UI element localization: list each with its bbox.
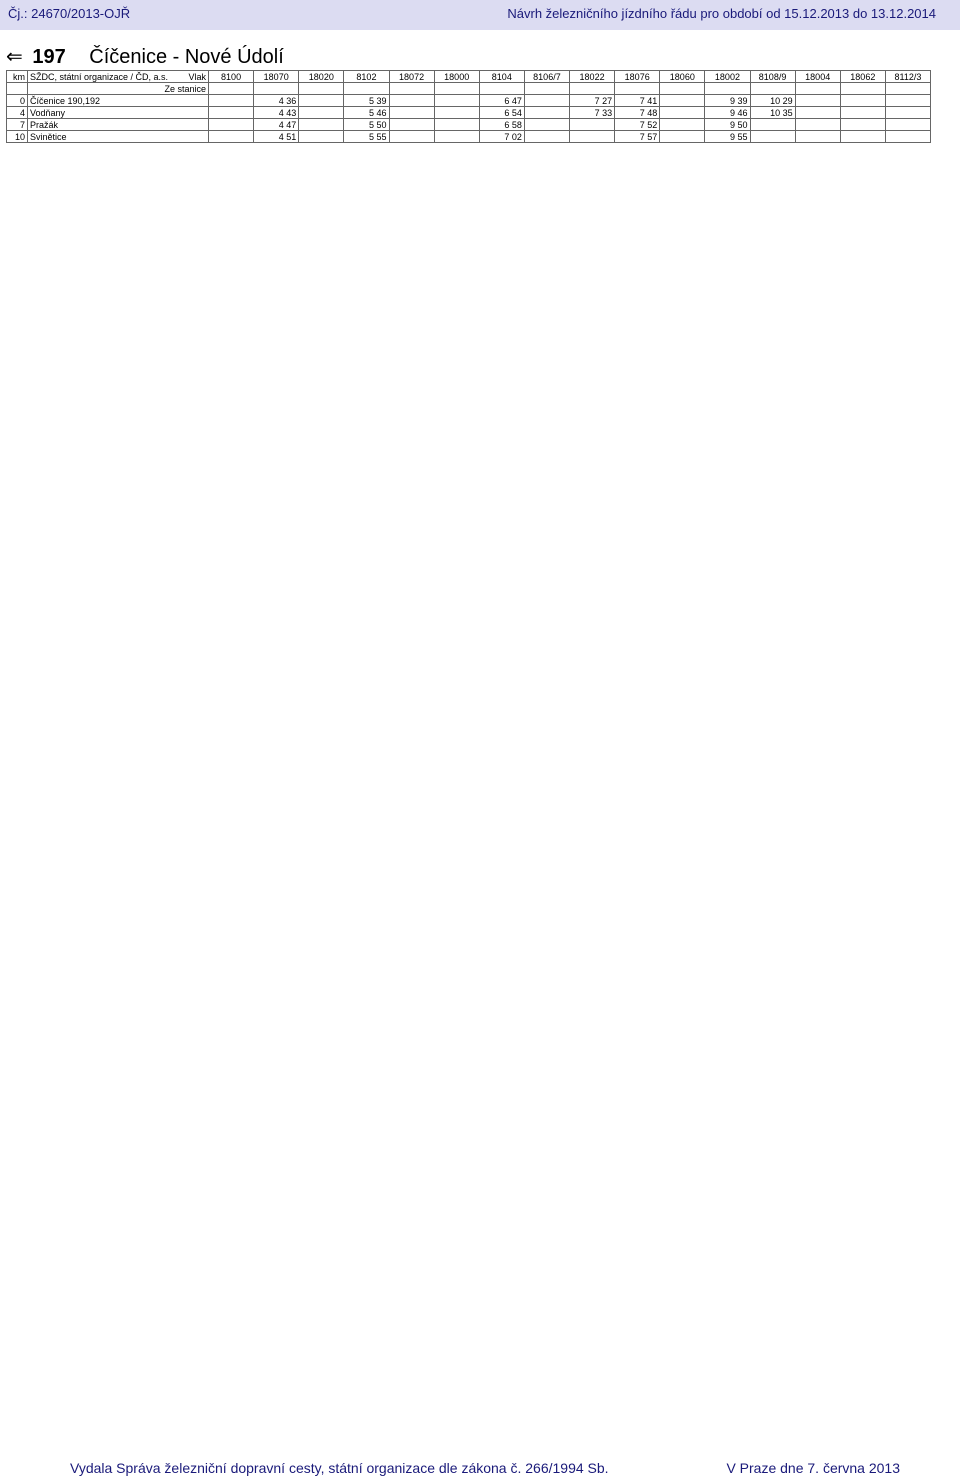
train-number: 18002	[705, 71, 750, 83]
document-header	[0, 0, 960, 30]
station-name: Vodňany	[28, 107, 209, 119]
issue-date: V Praze dne 7. června 2013	[726, 1460, 900, 1476]
train-number-row	[7, 71, 931, 83]
station-name: Pražák	[28, 119, 209, 131]
train-number: 18062	[840, 71, 885, 83]
operator-cell: SŽDC, státní organizace / ČD, a.s. Vlak	[28, 71, 209, 83]
train-number: 18020	[299, 71, 344, 83]
train-icon: ⇐	[6, 46, 23, 68]
train-number: 18022	[570, 71, 615, 83]
document-subtitle: Návrh železničního jízdního řádu pro období od 15.12.2013 do 13.12.2014	[507, 6, 936, 21]
timetable-row: 0 Číčenice 190,192 4 36 5 39 6 47 7 27 7 41 9 39 10 29	[7, 95, 931, 107]
document-footer	[70, 1460, 900, 1476]
train-number: 18076	[615, 71, 660, 83]
route-title	[6, 44, 931, 70]
from-label: Ze stanice	[28, 83, 209, 95]
km-label: km	[7, 71, 28, 83]
train-number: 18072	[389, 71, 434, 83]
train-number: 8106/7	[524, 71, 569, 83]
train-number: 8108/9	[750, 71, 795, 83]
reference-number: Čj.: 24670/2013-OJŘ	[8, 6, 131, 21]
timetable-row: 7 Pražák 4 47 5 50 6 58 7 52 9 50	[7, 119, 931, 131]
station-name: Svinětice	[28, 131, 209, 143]
train-number: 8100	[209, 71, 254, 83]
route-number: 197	[32, 46, 66, 68]
issuer-text: Vydala Správa železniční dopravní cesty, státní organizace dle zákona č. 266/1994 Sb.	[70, 1460, 609, 1476]
train-number: 18060	[660, 71, 705, 83]
train-number: 8102	[344, 71, 389, 83]
route-name: Číčenice - Nové Údolí	[89, 46, 284, 68]
timetable-row: 4 Vodňany 4 43 5 46 6 54 7 33 7 48 9 46 10 35	[7, 107, 931, 119]
station-name: Číčenice 190,192	[28, 95, 209, 107]
train-number: 18004	[795, 71, 840, 83]
train-number: 8112/3	[885, 71, 930, 83]
train-number: 8104	[479, 71, 524, 83]
timetable-section-1	[6, 44, 931, 143]
from-station-row	[7, 83, 931, 95]
timetable-table	[6, 70, 931, 143]
train-number: 18070	[254, 71, 299, 83]
train-number: 18000	[434, 71, 479, 83]
timetable-row: 10 Svinětice 4 51 5 55 7 02 7 57 9 55	[7, 131, 931, 143]
